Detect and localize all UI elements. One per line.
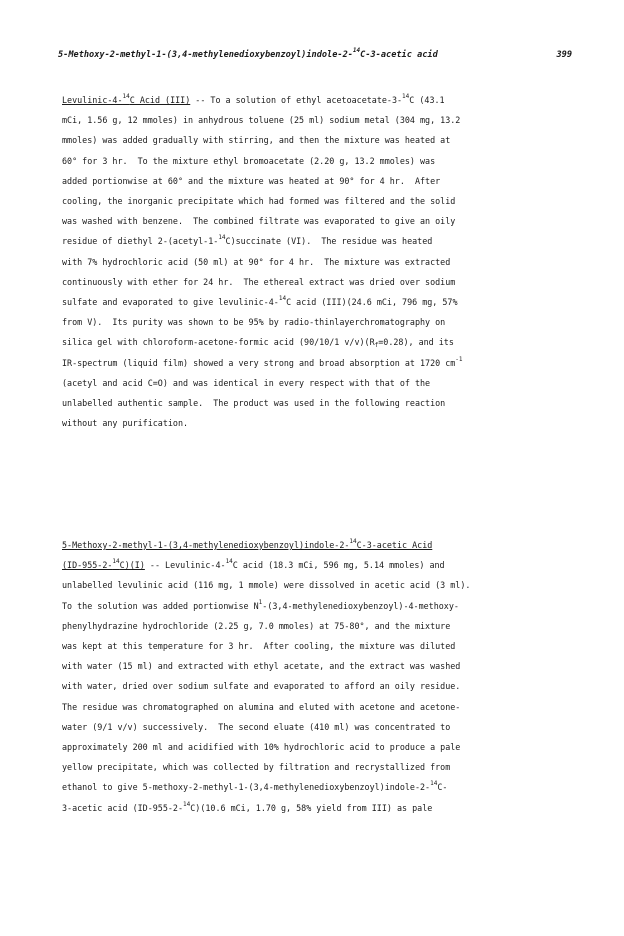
- section-heading-compound-code: (ID-955-2-$^{14}$C)(I): [62, 558, 145, 571]
- paragraph-indole-acetic-acid: 5-Methoxy-2-methyl-1-(3,4-methylenedioxybenzoyl)indole-2-$^{14}$C-3-acetic Acid (ID-955-2-$^{14}$C)(I) -- Levulinic-4-$^{14}$C acid (18.3 mCi, 596 mg, 5.14 mmoles) and unlabelled levulinic acid (116 mg, 1 mmole) were dissolved in acetic acid (3 ml). To the solution was added portionwise $N^1-(3,4-methylenedioxybenzoyl)-4-methoxy-$ phenylhydrazine hydrochloride (2.25 g, 7.0 mmoles) at 75-80°, and the mixture was kept at this temperature for 3 hr. After cooling, the mixture was diluted with water (15 ml) and extracted with ethyl acetate, and the extract was washed with water, dried over sodium sulfate and evaporated to afford an oily residue. The residue was chromatographed on alumina and eluted with acetone and acetone- water (9/1 v/v) successively. The second eluate (410 ml) was concentrated to approximately 200 ml and acidified with 10% hydrochloric acid to produce a pale yellow precipitate, which was collected by filtration and recrystallized from ethanol to give 5-methoxy-2-methyl-1-(3,4-methylenedioxybenzoyl)indole-2-$^{14}$C- 3-acetic acid (ID-955-2-$^{14}$C)(10.6 mCi, 1.70 g, 58% yield from III) as pale: [62, 538, 471, 813]
- section-heading-indole-acid: 5-Methoxy-2-methyl-1-(3,4-methylenedioxybenzoyl)indole-2-$^{14}$C-3-acetic Acid: [62, 538, 433, 550]
- section-heading-levulinic-acid: Levulinic-4-$^{14}$C Acid (III): [62, 93, 191, 105]
- running-title: 5-Methoxy-2-methyl-1-(3,4-methylenedioxybenzoyl)indole-2-$^{14}$C-3-acetic acid: [58, 47, 438, 60]
- page-number: 399: [556, 50, 572, 60]
- paragraph-levulinic-acid: Levulinic-4-$^{14}$C Acid (III) -- To a solution of ethyl acetoacetate-3-$^{14}$C (43.1 mCi, 1.56 g, 12 mmoles) in anhydrous toluene (25 ml) sodium metal (304 mg, 13.2 mmoles) was added gradually with stirring, and then the mixture was heated at 60° for 3 hr. To the mixture ethyl bromoacetate (2.20 g, 13.2 mmoles) was added portionwise at 60° and the mixture was heated at 90° for 4 hr. After cooling, the inorganic precipitate which had formed was filtered and the solid was washed with benzene. The combined filtrate was evaporated to give an oily residue of diethyl 2-(acetyl-1-$^{14}$C)succinate (VI). The residue was heated with 7% hydrochloric acid (50 ml) at 90° for 4 hr. The mixture was extracted continuously with ether for 24 hr. The ethereal extract was dried over sodium sulfate and evaporated to give levulinic-4-$^{14}$C acid (III)(24.6 mCi, 796 mg, 57% from V). Its purity was shown to be 95% by radio-thinlayerchromatography on silica gel with chloroform-acetone-formic acid (90/10/1 $v/v)(R_f=0.28)$, and its IR-spectrum (liquid film) showed a very strong and broad absorption at 1720 $cm^{-1}$ (acetyl and acid C=O) and was identical in every respect with that of the unlabelled authentic sample. The product was used in the following reaction without any purification.: [62, 93, 463, 429]
- running-header: [58, 47, 572, 68]
